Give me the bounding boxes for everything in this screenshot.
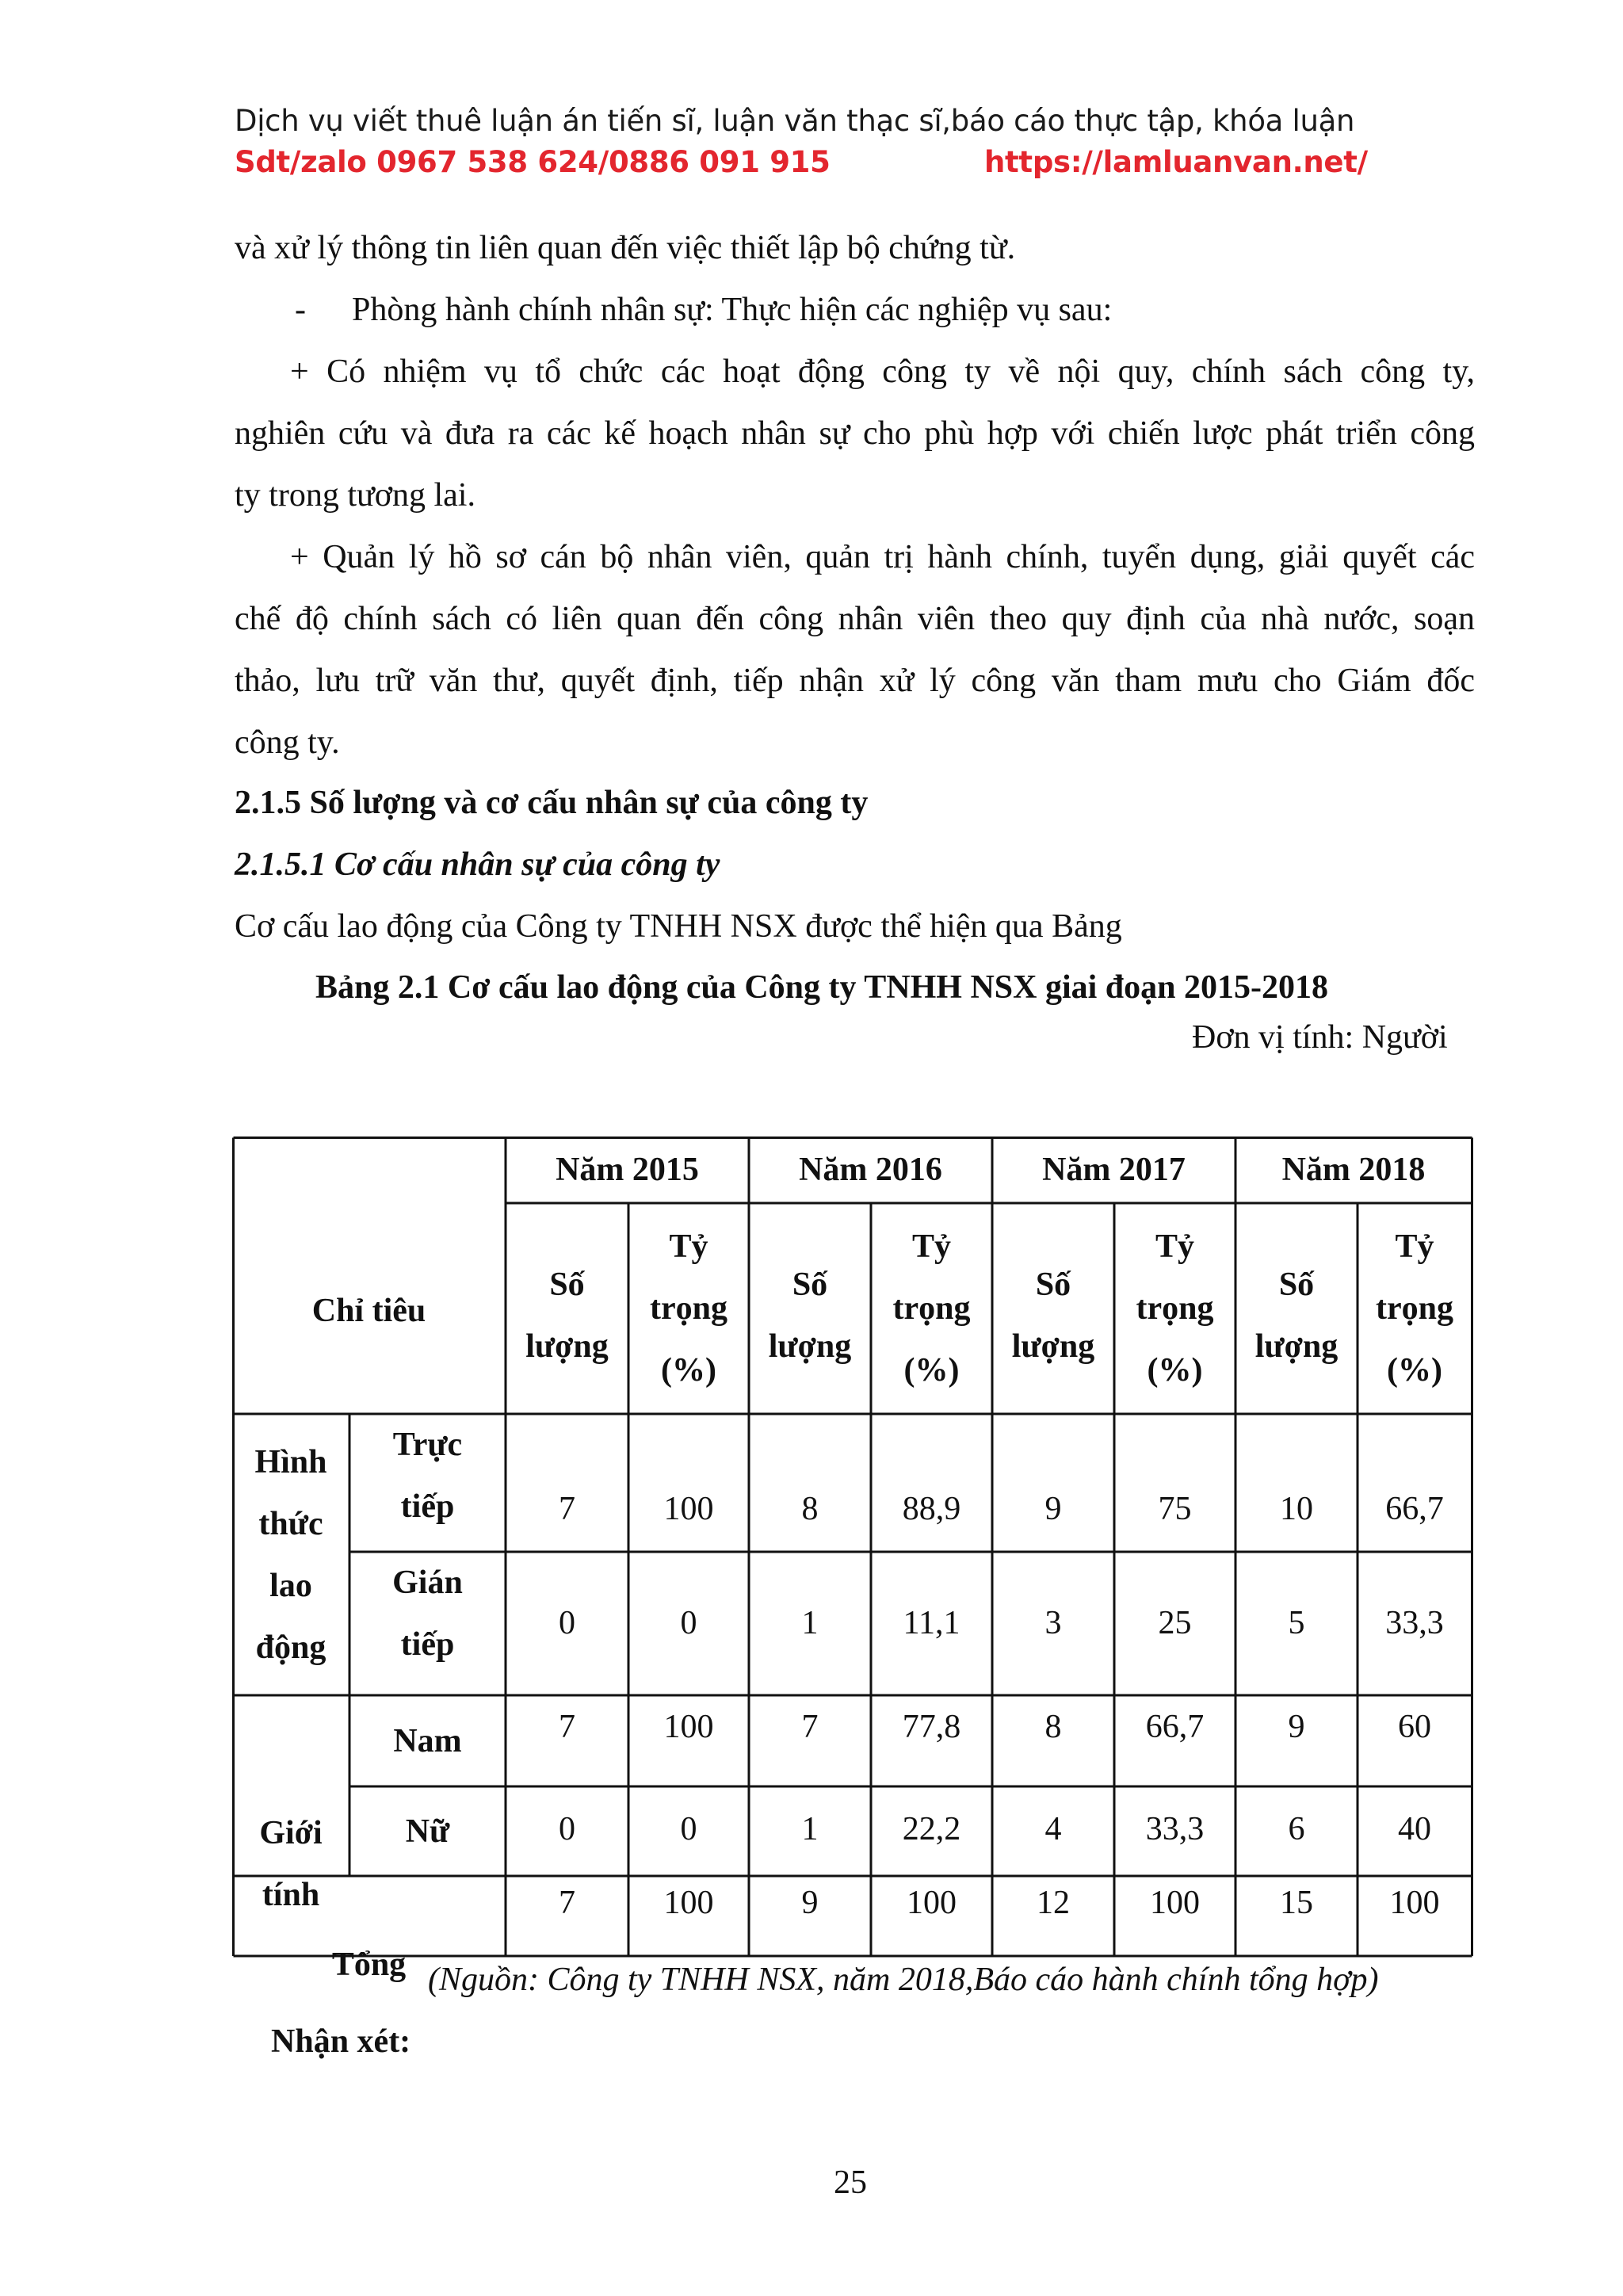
subheader-quantity: Số lượng [1254, 1266, 1338, 1365]
table-source: (Nguồn: Công ty TNHH NSX, năm 2018,Báo cáo hành chính tổng hợp) [428, 1962, 1379, 1998]
paragraph-line: + Quản lý hồ sơ cán bộ nhân viên, quản trị hành chính, tuyển dụng, giải quyết các [290, 539, 1475, 575]
table-cell: 7 [559, 1709, 575, 1745]
row-label-female: Nữ [405, 1813, 450, 1850]
subheader-percent: Tỷ trọng (%) [1136, 1228, 1214, 1389]
table-cell: 3 [1044, 1605, 1062, 1641]
table-cell: 22,2 [902, 1811, 961, 1847]
table-cell: 40 [1398, 1811, 1431, 1847]
table-cell: 0 [559, 1811, 575, 1847]
table-cell: 33,3 [1145, 1811, 1205, 1847]
table-cell: 77,8 [902, 1709, 961, 1745]
table-cell: 15 [1280, 1885, 1313, 1921]
table-cell: 12 [1037, 1885, 1070, 1921]
header-service-line: Dịch vụ viết thuê luận án tiến sĩ, luận văn thạc sĩ,báo cáo thực tập, khóa luận [235, 104, 1355, 138]
paragraph-line: nghiên cứu và đưa ra các kế hoạch nhân sự cho phù hợp với chiến lược phát triển công [235, 415, 1475, 452]
subheader-quantity: Số lượng [525, 1266, 609, 1365]
subheader-quantity: Số lượng [768, 1266, 852, 1365]
subheader-percent: Tỷ trọng (%) [892, 1228, 971, 1389]
row-label-total: Tổng [331, 1946, 407, 1983]
year-header-2015: Năm 2015 [556, 1152, 699, 1188]
table-cell: 9 [1288, 1709, 1305, 1745]
paragraph-line: + Có nhiệm vụ tổ chức các hoạt động công ty về nội quy, chính sách công ty, [290, 353, 1475, 390]
paragraph-line: và xử lý thông tin liên quan đến việc thiết lập bộ chứng từ. [235, 230, 1016, 266]
unit-label: Đơn vị tính: Người [1192, 1019, 1448, 1056]
paragraph-line: thảo, lưu trữ văn thư, quyết định, tiếp nhận xử lý công văn tham mưu cho Giám đốc [235, 663, 1475, 699]
table-cell: 0 [680, 1605, 697, 1641]
group-label-labor-form: Hình thức lao động [254, 1444, 327, 1666]
subheader-percent: Tỷ trọng (%) [650, 1228, 727, 1389]
table-intro: Cơ cấu lao động của Công ty TNHH NSX được thể hiện qua Bảng [235, 908, 1122, 945]
table-cell: 5 [1288, 1605, 1305, 1641]
paragraph-line: Phòng hành chính nhân sự: Thực hiện các nghiệp vụ sau: [352, 292, 1113, 328]
table-cell: 100 [663, 1491, 714, 1527]
paragraph-line: ty trong tương lai. [235, 477, 475, 514]
subsection-heading: 2.1.5.1 Cơ cấu nhân sự của công ty [235, 846, 720, 883]
comment-label: Nhận xét: [271, 2023, 411, 2060]
total-label-clip [232, 1876, 506, 1983]
paragraph-line: công ty. [235, 724, 340, 761]
header-phone: Sdt/zalo 0967 538 624/0886 091 915 [235, 145, 831, 179]
table-cell: 75 [1158, 1491, 1192, 1527]
table-cell: 7 [559, 1491, 575, 1527]
header-contact-line [235, 145, 1368, 179]
section-heading: 2.1.5 Số lượng và cơ cấu nhân sự của công ty [235, 785, 869, 821]
row-label-male: Nam [393, 1722, 462, 1759]
row-label-indirect: Gián tiếp [392, 1564, 463, 1663]
table-cell: 100 [907, 1885, 957, 1921]
table-cell: 1 [801, 1811, 819, 1847]
list-dash: - [295, 292, 306, 328]
table-cell: 100 [663, 1709, 714, 1745]
table-cell: 100 [1150, 1885, 1200, 1921]
table-cell: 8 [1044, 1709, 1062, 1745]
table-cell: 9 [801, 1885, 819, 1921]
table-cell: 100 [663, 1885, 714, 1921]
table-cell: 66,7 [1145, 1709, 1205, 1745]
table-cell: 6 [1288, 1811, 1305, 1847]
page-number: 25 [834, 2164, 867, 2201]
table-title: Bảng 2.1 Cơ cấu lao động của Công ty TNHH NSX giai đoạn 2015-2018 [315, 969, 1329, 1006]
table-cell: 11,1 [903, 1605, 960, 1641]
table-cell: 60 [1398, 1709, 1431, 1745]
paragraph-line: chế độ chính sách có liên quan đến công nhân viên theo quy định của nhà nước, soạn [235, 601, 1475, 637]
table-cell: 1 [801, 1605, 819, 1641]
table-cell: 33,3 [1385, 1605, 1444, 1641]
table-cell: 4 [1044, 1811, 1062, 1847]
table-cell: 25 [1158, 1605, 1192, 1641]
table-cell: 9 [1044, 1491, 1062, 1527]
table-cell: 0 [680, 1811, 697, 1847]
year-header-2018: Năm 2018 [1281, 1152, 1426, 1188]
table-cell: 0 [559, 1605, 575, 1641]
row-label-direct: Trực tiếp [392, 1427, 463, 1525]
table-cell: 66,7 [1385, 1491, 1444, 1527]
table-cell: 8 [801, 1491, 819, 1527]
table-cell: 10 [1280, 1491, 1313, 1527]
subheader-quantity: Số lượng [1011, 1266, 1095, 1365]
year-header-2017: Năm 2017 [1042, 1152, 1186, 1188]
year-header-2016: Năm 2016 [799, 1152, 942, 1188]
stub-header: Chỉ tiêu [311, 1293, 426, 1329]
header-url[interactable]: https://lamluanvan.net/ [984, 145, 1368, 179]
group-label-gender: Giới tính [259, 1815, 323, 1913]
table-cell: 7 [559, 1885, 575, 1921]
table-cell: 7 [801, 1709, 819, 1745]
table-cell: 88,9 [902, 1491, 961, 1527]
subheader-percent: Tỷ trọng (%) [1376, 1228, 1453, 1389]
table-cell: 100 [1389, 1885, 1440, 1921]
